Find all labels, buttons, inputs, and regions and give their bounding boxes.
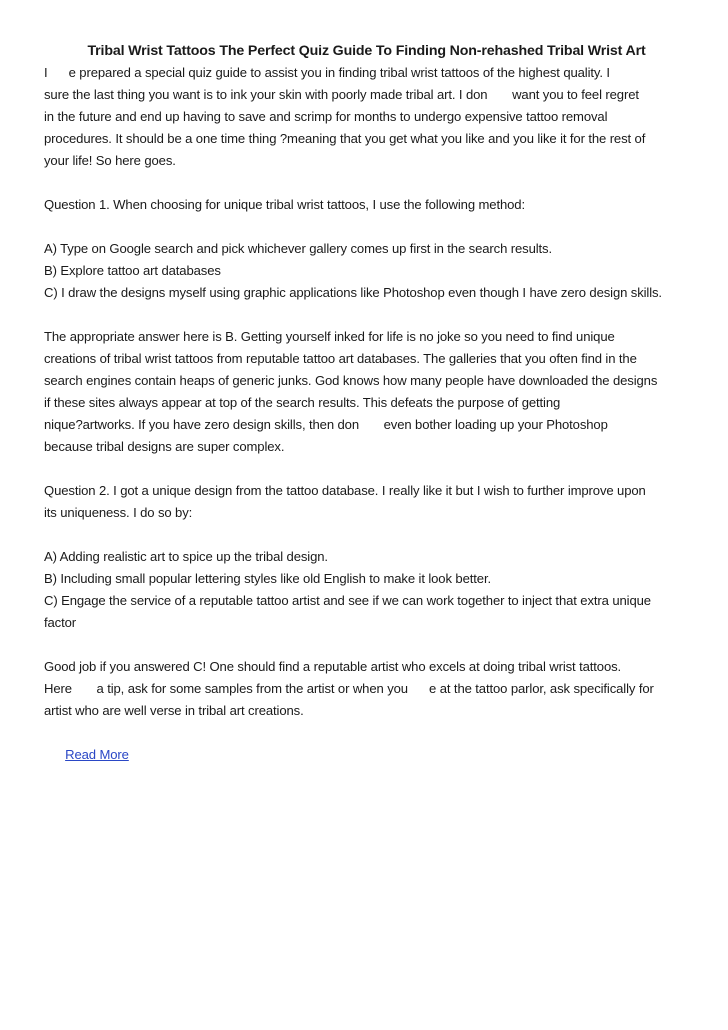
- question-2: [44, 480, 689, 524]
- answer-line: Good job if you answered C! One should find a reputable artist who excels at doing tribal wrist tattoos.: [44, 659, 622, 674]
- option-a: A) Adding realistic art to spice up the tribal design.: [44, 549, 328, 564]
- paragraph-gap: [44, 524, 689, 546]
- paragraph-gap: [44, 634, 689, 656]
- option-c: C) Engage the service of a reputable tattoo artist and see if we can work together to inject that extra unique: [44, 593, 651, 608]
- intro-line: your life! So here goes.: [44, 153, 176, 168]
- paragraph-gap: [44, 172, 689, 194]
- answer-line: if these sites always appear at top of the search results. This defeats the purpose of getting: [44, 395, 561, 410]
- paragraph-gap: [44, 304, 689, 326]
- paragraph-gap: [44, 216, 689, 238]
- answer-line: artist who are well verse in tribal art creations.: [44, 703, 304, 718]
- option-b: B) Explore tattoo art databases: [44, 263, 221, 278]
- answer-line: search engines contain heaps of generic junks. God knows how many people have downloaded the designs: [44, 373, 658, 388]
- document-page: [44, 40, 689, 762]
- intro-line: procedures. It should be a one time thing ?meaning that you get what you like and you like it for the rest of: [44, 131, 646, 146]
- document-body: [44, 62, 689, 762]
- answer-1-paragraph: [44, 326, 689, 458]
- answer-line: creations of tribal wrist tattoos from reputable tattoo art databases. The galleries that you often find in the: [44, 351, 637, 366]
- option-b: B) Including small popular lettering styles like old English to make it look better.: [44, 571, 491, 586]
- option-a: A) Type on Google search and pick whichever gallery comes up first in the search results.: [44, 241, 552, 256]
- answer-2-paragraph: [44, 656, 689, 722]
- intro-line: sure the last thing you want is to ink your skin with poorly made tribal art. I don want you to feel regret: [44, 87, 639, 102]
- intro-paragraph: [44, 62, 689, 172]
- question-line: Question 2. I got a unique design from the tattoo database. I really like it but I wish to further improve upon: [44, 483, 646, 498]
- option-c-continued: factor: [44, 615, 77, 630]
- paragraph-gap: [44, 458, 689, 480]
- read-more-link[interactable]: Read More: [65, 747, 129, 762]
- answer-line: nique?artworks. If you have zero design skills, then don even bother loading up your Photoshop: [44, 417, 608, 432]
- intro-line: I e prepared a special quiz guide to assist you in finding tribal wrist tattoos of the highest quality. I: [44, 65, 610, 80]
- question-1-options: [44, 238, 689, 304]
- intro-line: in the future and end up having to save and scrimp for months to undergo expensive tattoo removal: [44, 109, 608, 124]
- question-line: its uniqueness. I do so by:: [44, 505, 193, 520]
- answer-line: because tribal designs are super complex.: [44, 439, 285, 454]
- answer-line: The appropriate answer here is B. Getting yourself inked for life is no joke so you need to find unique: [44, 329, 615, 344]
- question-1: Question 1. When choosing for unique tribal wrist tattoos, I use the following method:: [44, 197, 525, 212]
- question-2-options: [44, 546, 689, 634]
- document-title: Tribal Wrist Tattoos The Perfect Quiz Guide To Finding Non-rehashed Tribal Wrist Art: [87, 43, 646, 59]
- answer-line: Here a tip, ask for some samples from the artist or when you e at the tattoo parlor, ask specifically for: [44, 681, 654, 696]
- option-c: C) I draw the designs myself using graphic applications like Photoshop even though I have zero design skills.: [44, 285, 662, 300]
